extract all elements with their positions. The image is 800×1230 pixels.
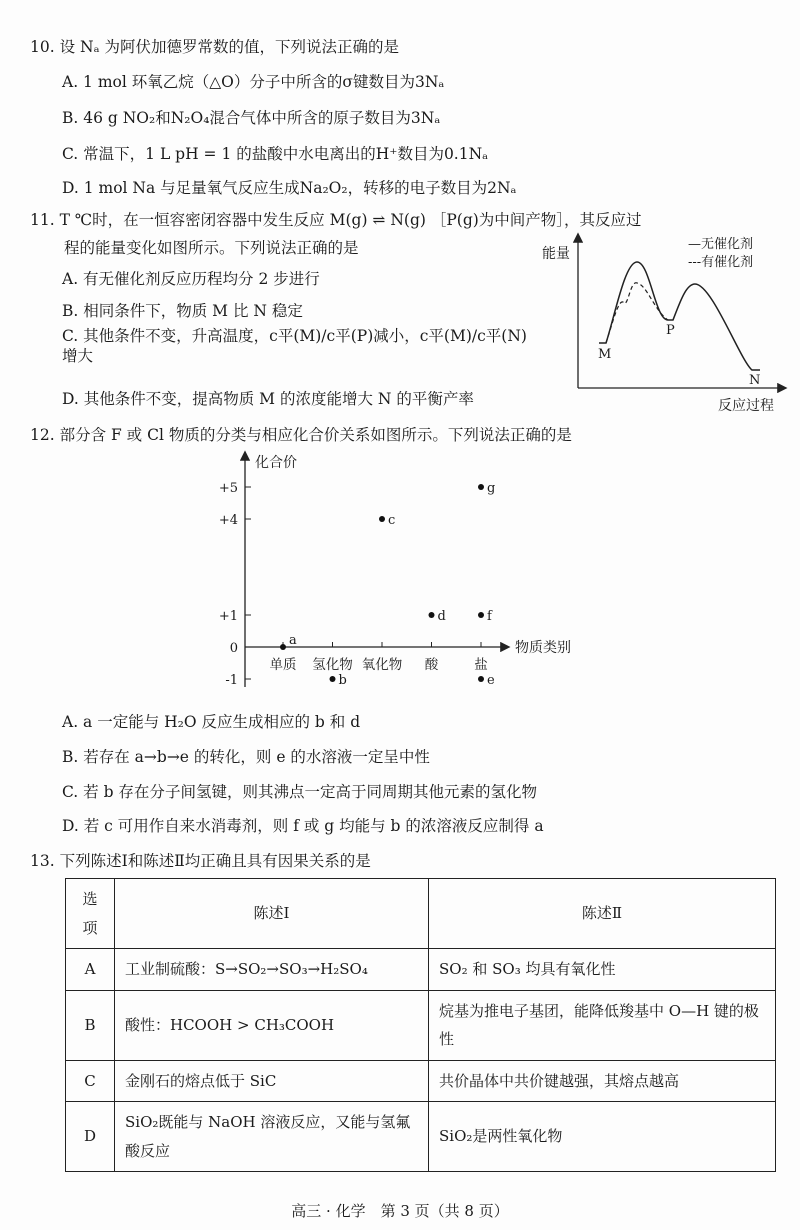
q11-option-c: C. 其他条件不变，升高温度，c平(M)/c平(P)减小，c平(M)/c平(N)增大 [62,327,527,365]
q13-stem: 13. 下列陈述Ⅰ和陈述Ⅱ均正确且具有因果关系的是 [30,852,371,870]
point-f [478,612,484,618]
y-tick-label: +4 [218,513,238,528]
point-label-b: b [338,673,347,688]
q10-option-b: B. 46 g NO₂和N₂O₄混合气体中所含的原子数目为3Nₐ [62,109,441,127]
point-c [379,516,385,522]
curve-no-catalyst [599,262,760,370]
q10-stem: 10. 设 Nₐ 为阿伏加德罗常数的值，下列说法正确的是 [30,38,399,56]
q12-option-d: D. 若 c 可用作自来水消毒剂，则 f 或 g 均能与 b 的浓溶液反应制得 a [62,817,544,835]
q11-option-b: B. 相同条件下，物质 M 比 N 稳定 [62,302,303,320]
header-option: 选项 [66,879,115,949]
cell: B [66,990,115,1060]
y-label: 能量 [542,246,570,262]
q12-option-a: A. a 一定能与 H₂O 反应生成相应的 b 和 d [62,713,361,731]
legend-no-catalyst: —无催化剂 [688,237,754,252]
table-row [66,990,776,1060]
legend-catalyst: ---有催化剂 [688,255,754,270]
q10-option-d: D. 1 mol Na 与足量氧气反应生成Na₂O₂，转移的电子数目为2Nₐ [62,179,517,197]
x-tick-label: 酸 [424,657,439,673]
q13-table [65,878,776,1172]
curve-catalyst [606,283,668,343]
point-label-g: g [487,481,496,496]
point-g [478,484,484,490]
table-header [66,879,776,949]
y-label: 化合价 [255,455,297,471]
y-tick-label: 0 [229,641,238,656]
header-statement-1: 陈述Ⅰ [115,879,429,949]
x-tick-label: 盐 [474,657,488,673]
label-m: M [598,347,612,362]
cell: C [66,1060,115,1102]
point-label-d: d [437,609,446,624]
header-statement-2: 陈述Ⅱ [429,879,776,949]
q10-option-c: C. 常温下，1 L pH = 1 的盐酸中水电离出的H⁺数目为0.1Nₐ [62,145,489,163]
point-label-e: e [487,673,495,688]
cell: SiO₂既能与 NaOH 溶液反应，又能与氢氟酸反应 [115,1102,429,1172]
y-tick-label: +1 [218,609,238,624]
point-label-c: c [388,513,396,528]
q11-option-d: D. 其他条件不变，提高物质 M 的浓度能增大 N 的平衡产率 [62,390,474,408]
point-b [330,676,336,682]
label-n: N [749,373,761,388]
cell: 酸性：HCOOH > CH₃COOH [115,990,429,1060]
cell: 共价晶体中共价键越强，其熔点越高 [429,1060,776,1102]
point-d [429,612,435,618]
page-footer: 高三 · 化学 第 3 页（共 8 页） [291,1202,509,1220]
table-row [66,1060,776,1102]
x-tick-label: 单质 [269,657,297,673]
cell: SO₂ 和 SO₃ 均具有氧化性 [429,949,776,991]
x-tick-label: 氧化物 [361,657,403,673]
cell: A [66,949,115,991]
point-a [280,644,286,650]
cell: 烷基为推电子基团，能降低羧基中 O—H 键的极性 [429,990,776,1060]
q10-option-a: A. 1 mol 环氧乙烷（△O）分子中所含的σ键数目为3Nₐ [62,73,445,91]
q12-option-b: B. 若存在 a→b→e 的转化，则 e 的水溶液一定呈中性 [62,748,430,766]
cell: SiO₂是两性氧化物 [429,1102,776,1172]
point-label-a: a [289,633,297,648]
point-e [478,676,484,682]
y-tick-label: -1 [225,673,238,688]
table-row [66,1102,776,1172]
energy-diagram [540,230,790,420]
cell: D [66,1102,115,1172]
table-row [66,949,776,991]
q12-option-c: C. 若 b 存在分子间氢键，则其沸点一定高于同周期其他元素的氢化物 [62,783,537,801]
x-tick-label: 氢化物 [312,657,353,673]
valence-chart [200,445,620,690]
x-label: 反应过程 [718,398,774,414]
q11-stem-2: 程的能量变化如图所示。下列说法正确的是 [64,239,359,257]
x-label: 物质类别 [515,640,571,656]
y-tick-label: +5 [218,481,238,496]
cell: 工业制硫酸：S→SO₂→SO₃→H₂SO₄ [115,949,429,991]
q11-option-a: A. 有无催化剂反应历程均分 2 步进行 [62,270,320,288]
cell: 金刚石的熔点低于 SiC [115,1060,429,1102]
point-label-f: f [487,609,492,624]
label-p: P [666,323,675,338]
q11-stem-1: 11. T ℃时，在一恒容密闭容器中发生反应 M(g) ⇌ N(g) ［P(g)为中间产物］，其反应过 [30,211,642,229]
q12-stem: 12. 部分含 F 或 Cl 物质的分类与相应化合价关系如图所示。下列说法正确的是 [30,426,572,444]
